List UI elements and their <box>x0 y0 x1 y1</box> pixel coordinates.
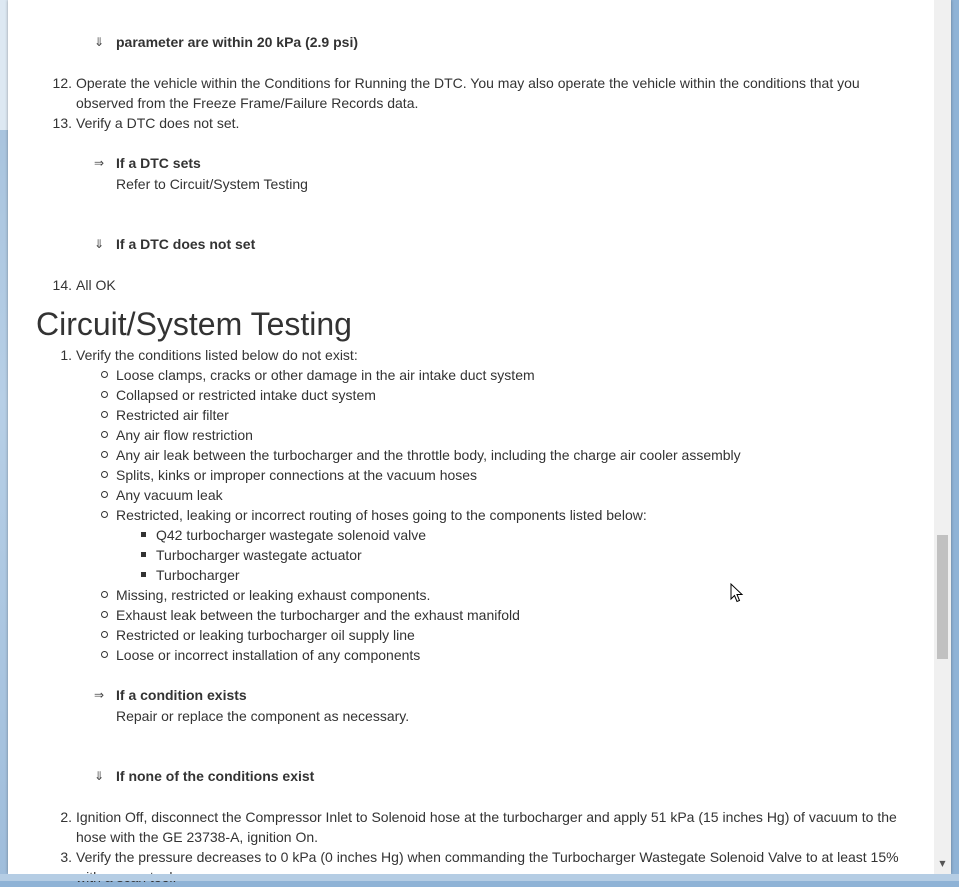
list-item: Any air flow restriction <box>116 427 253 443</box>
list-bullet <box>101 631 108 638</box>
step-number: 13. <box>52 115 72 131</box>
desktop-background-strip <box>0 0 8 881</box>
result-title: If a DTC sets <box>116 155 201 171</box>
result-title: If a condition exists <box>116 687 247 703</box>
scroll-down-arrow-icon[interactable]: ▼ <box>939 859 946 868</box>
step-text: Ignition Off, disconnect the Compressor Inlet to Solenoid hose at the turbocharger and apply 51 kPa (15 inches Hg) of vacuum to the <box>76 809 897 825</box>
list-bullet <box>101 491 108 498</box>
down-arrow-icon: ⇓ <box>94 35 105 49</box>
list-bullet <box>101 471 108 478</box>
step-text: Verify the pressure decreases to 0 kPa (0 inches Hg) when commanding the Turbocharger Wastegate Solenoid Valve to at least 15% <box>76 849 899 865</box>
mouse-cursor-icon <box>730 583 744 603</box>
list-item: Restricted or leaking turbocharger oil supply line <box>116 627 415 643</box>
step-number: 1. <box>60 347 72 363</box>
result-detail: Refer to Circuit/System Testing <box>116 176 308 192</box>
right-arrow-icon: ⇒ <box>94 156 105 170</box>
list-item: Splits, kinks or improper connections at the vacuum hoses <box>116 467 478 483</box>
result-text: parameter are within 20 kPa (2.9 psi) <box>116 34 358 50</box>
list-bullet <box>101 511 108 518</box>
scrollbar-thumb[interactable] <box>937 535 948 659</box>
step-text: Operate the vehicle within the Conditions for Running the DTC. You may also operate the vehicle within the conditions that you <box>76 75 860 91</box>
list-item: Turbocharger <box>156 567 240 583</box>
down-arrow-icon: ⇓ <box>94 769 105 783</box>
list-item: Missing, restricted or leaking exhaust components. <box>116 587 431 603</box>
step-text: All OK <box>76 277 116 293</box>
list-bullet <box>141 552 146 557</box>
list-item: Restricted air filter <box>116 407 229 423</box>
list-bullet <box>101 611 108 618</box>
step-number: 12. <box>52 75 72 91</box>
list-bullet <box>101 651 108 658</box>
list-bullet <box>101 431 108 438</box>
list-item: Restricted, leaking or incorrect routing of hoses going to the components listed below: <box>116 507 647 523</box>
list-bullet <box>101 391 108 398</box>
step-text: observed from the Freeze Frame/Failure Records data. <box>76 95 419 111</box>
list-item: Collapsed or restricted intake duct system <box>116 387 376 403</box>
step-text: hose with the GE 23738-A, ignition On. <box>76 829 319 845</box>
step-number: 14. <box>52 277 72 293</box>
list-bullet <box>101 371 108 378</box>
result-detail: Repair or replace the component as necessary. <box>116 708 410 724</box>
document-window <box>8 0 951 874</box>
list-bullet <box>101 411 108 418</box>
desktop-background-strip <box>0 874 959 881</box>
list-bullet <box>101 451 108 458</box>
result-title: If a DTC does not set <box>116 236 256 252</box>
step-number: 3. <box>60 849 72 865</box>
list-item: Any air leak between the turbocharger and the throttle body, including the charge air cooler assembly <box>116 447 741 463</box>
down-arrow-icon: ⇓ <box>94 237 105 251</box>
list-bullet <box>141 572 146 577</box>
list-item: Loose or incorrect installation of any components <box>116 647 421 663</box>
list-item: Loose clamps, cracks or other damage in the air intake duct system <box>116 367 535 383</box>
list-item: Exhaust leak between the turbocharger and the exhaust manifold <box>116 607 520 623</box>
list-bullet <box>101 591 108 598</box>
step-number: 2. <box>60 809 72 825</box>
document-content <box>8 0 934 874</box>
step-text: Verify a DTC does not set. <box>76 115 240 131</box>
list-item: Any vacuum leak <box>116 487 223 503</box>
step-text: Verify the conditions listed below do not exist: <box>76 347 358 363</box>
section-heading: Circuit/System Testing <box>36 306 352 342</box>
result-title: If none of the conditions exist <box>116 768 315 784</box>
list-item: Q42 turbocharger wastegate solenoid valve <box>156 527 427 543</box>
list-bullet <box>141 532 146 537</box>
vertical-scrollbar[interactable] <box>934 0 951 874</box>
right-arrow-icon: ⇒ <box>94 688 105 702</box>
list-item: Turbocharger wastegate actuator <box>156 547 362 563</box>
